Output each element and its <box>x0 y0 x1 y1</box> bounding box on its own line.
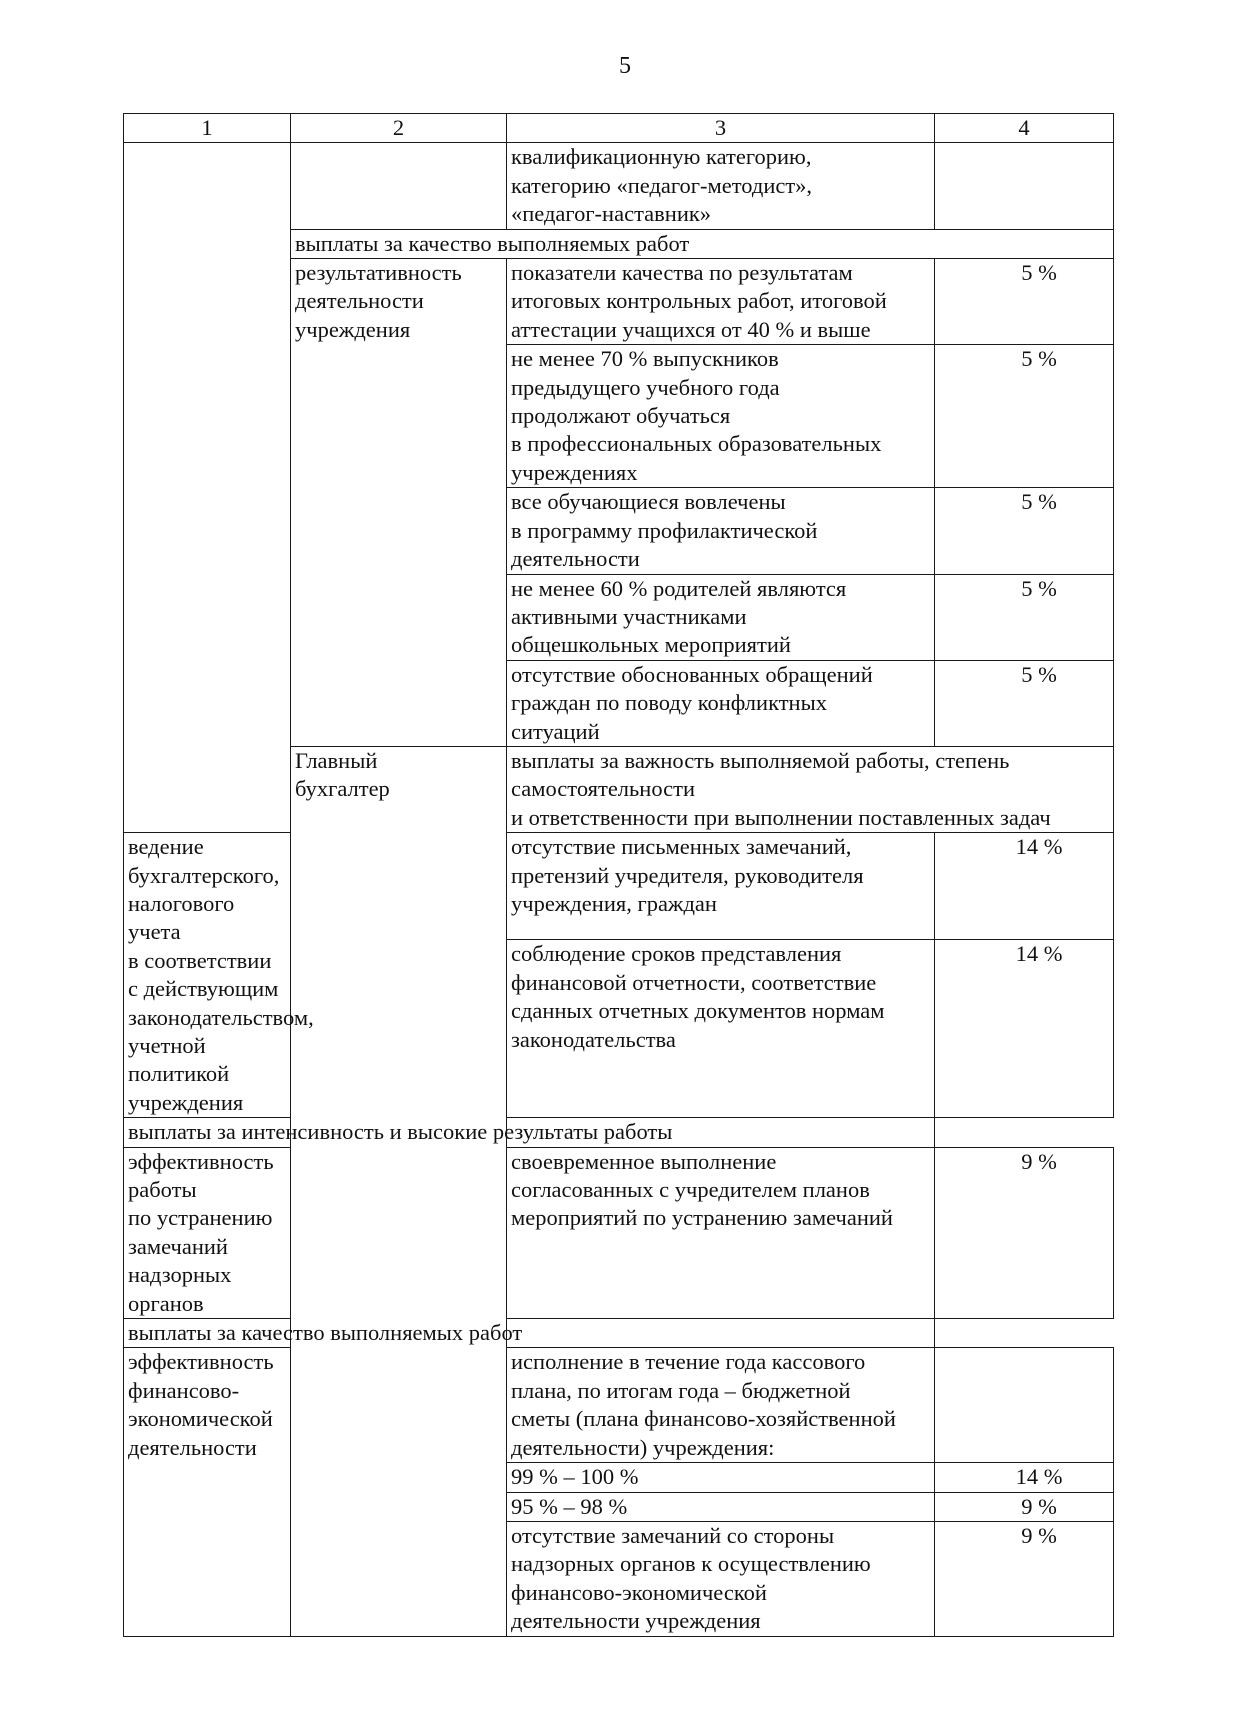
indicator-cell: ведение бухгалтерского, налогового учета в соответствии с действующим законодательством, учетной политикой учреждения <box>124 833 291 1118</box>
position-cell-continued <box>124 143 291 833</box>
value-cell: 9 % <box>935 1521 1114 1636</box>
value-cell: 14 % <box>935 940 1114 1118</box>
value-cell: 14 % <box>935 833 1114 940</box>
criterion-cell: показатели качества по результатам итоговых контрольных работ, итоговой аттестации учащихся от 40 % и выше <box>507 259 935 345</box>
indicator-cell: эффективность работы по устранению замечаний надзорных органов <box>124 1147 291 1318</box>
section-row <box>124 1319 1114 1348</box>
table-row <box>124 143 1114 229</box>
section-row <box>124 1118 1114 1147</box>
criterion-cell: 95 % – 98 % <box>507 1492 935 1521</box>
column-header-1: 1 <box>124 114 291 143</box>
criterion-cell: своевременное выполнение согласованных с учредителем планов мероприятий по устранению замечаний <box>507 1147 935 1318</box>
section-header: выплаты за важность выполняемой работы, степень самостоятельности и ответственности при выполнении поставленных задач <box>507 746 1114 832</box>
value-cell: 5 % <box>935 574 1114 660</box>
payments-criteria-table <box>123 113 1114 1637</box>
criterion-cell: исполнение в течение года кассового плана, по итогам года – бюджетной сметы (плана финансово-хозяйственной деятельности) учреждения: <box>507 1348 935 1463</box>
value-cell: 9 % <box>935 1492 1114 1521</box>
column-header-4: 4 <box>935 114 1114 143</box>
table-row <box>124 1348 1114 1463</box>
criterion-cell: все обучающиеся вовлечены в программу профилактической деятельности <box>507 488 935 574</box>
indicator-cell: эффективность финансово- экономической деятельности <box>124 1348 291 1636</box>
indicator-cell-continued <box>291 143 507 229</box>
value-cell: 9 % <box>935 1147 1114 1318</box>
value-cell <box>935 143 1114 229</box>
criterion-cell: отсутствие письменных замечаний, претензий учредителя, руководителя учреждения, граждан <box>507 833 935 940</box>
section-header: выплаты за качество выполняемых работ <box>124 1319 935 1348</box>
position-cell: Главный бухгалтер <box>291 746 507 1636</box>
criterion-cell: отсутствие обоснованных обращений граждан по поводу конфликтных ситуаций <box>507 660 935 746</box>
value-cell <box>935 1348 1114 1463</box>
value-cell: 5 % <box>935 345 1114 488</box>
indicator-cell: результативность деятельности учреждения <box>291 259 507 747</box>
table-row <box>124 1147 1114 1318</box>
column-header-3: 3 <box>507 114 935 143</box>
value-cell: 5 % <box>935 488 1114 574</box>
criterion-cell: 99 % – 100 % <box>507 1463 935 1492</box>
criterion-cell: не менее 60 % родителей являются активными участниками общешкольных мероприятий <box>507 574 935 660</box>
value-cell: 5 % <box>935 259 1114 345</box>
value-cell: 14 % <box>935 1463 1114 1492</box>
criterion-cell: отсутствие замечаний со стороны надзорных органов к осуществлению финансово-экономической деятельности учреждения <box>507 1521 935 1636</box>
criterion-cell: не менее 70 % выпускников предыдущего учебного года продолжают обучаться в профессиональных образовательных учреждениях <box>507 345 935 488</box>
column-header-2: 2 <box>291 114 507 143</box>
page-number: 5 <box>619 53 631 79</box>
criterion-cell: соблюдение сроков представления финансовой отчетности, соответствие сданных отчетных документов нормам законодательства <box>507 940 935 1118</box>
section-header: выплаты за качество выполняемых работ <box>291 229 1114 258</box>
value-cell: 5 % <box>935 660 1114 746</box>
criterion-cell: квалификационную категорию, категорию «педагог-методист», «педагог-наставник» <box>507 143 935 229</box>
table-row <box>124 833 1114 940</box>
section-header: выплаты за интенсивность и высокие результаты работы <box>124 1118 935 1147</box>
table-header-row <box>124 114 1114 143</box>
